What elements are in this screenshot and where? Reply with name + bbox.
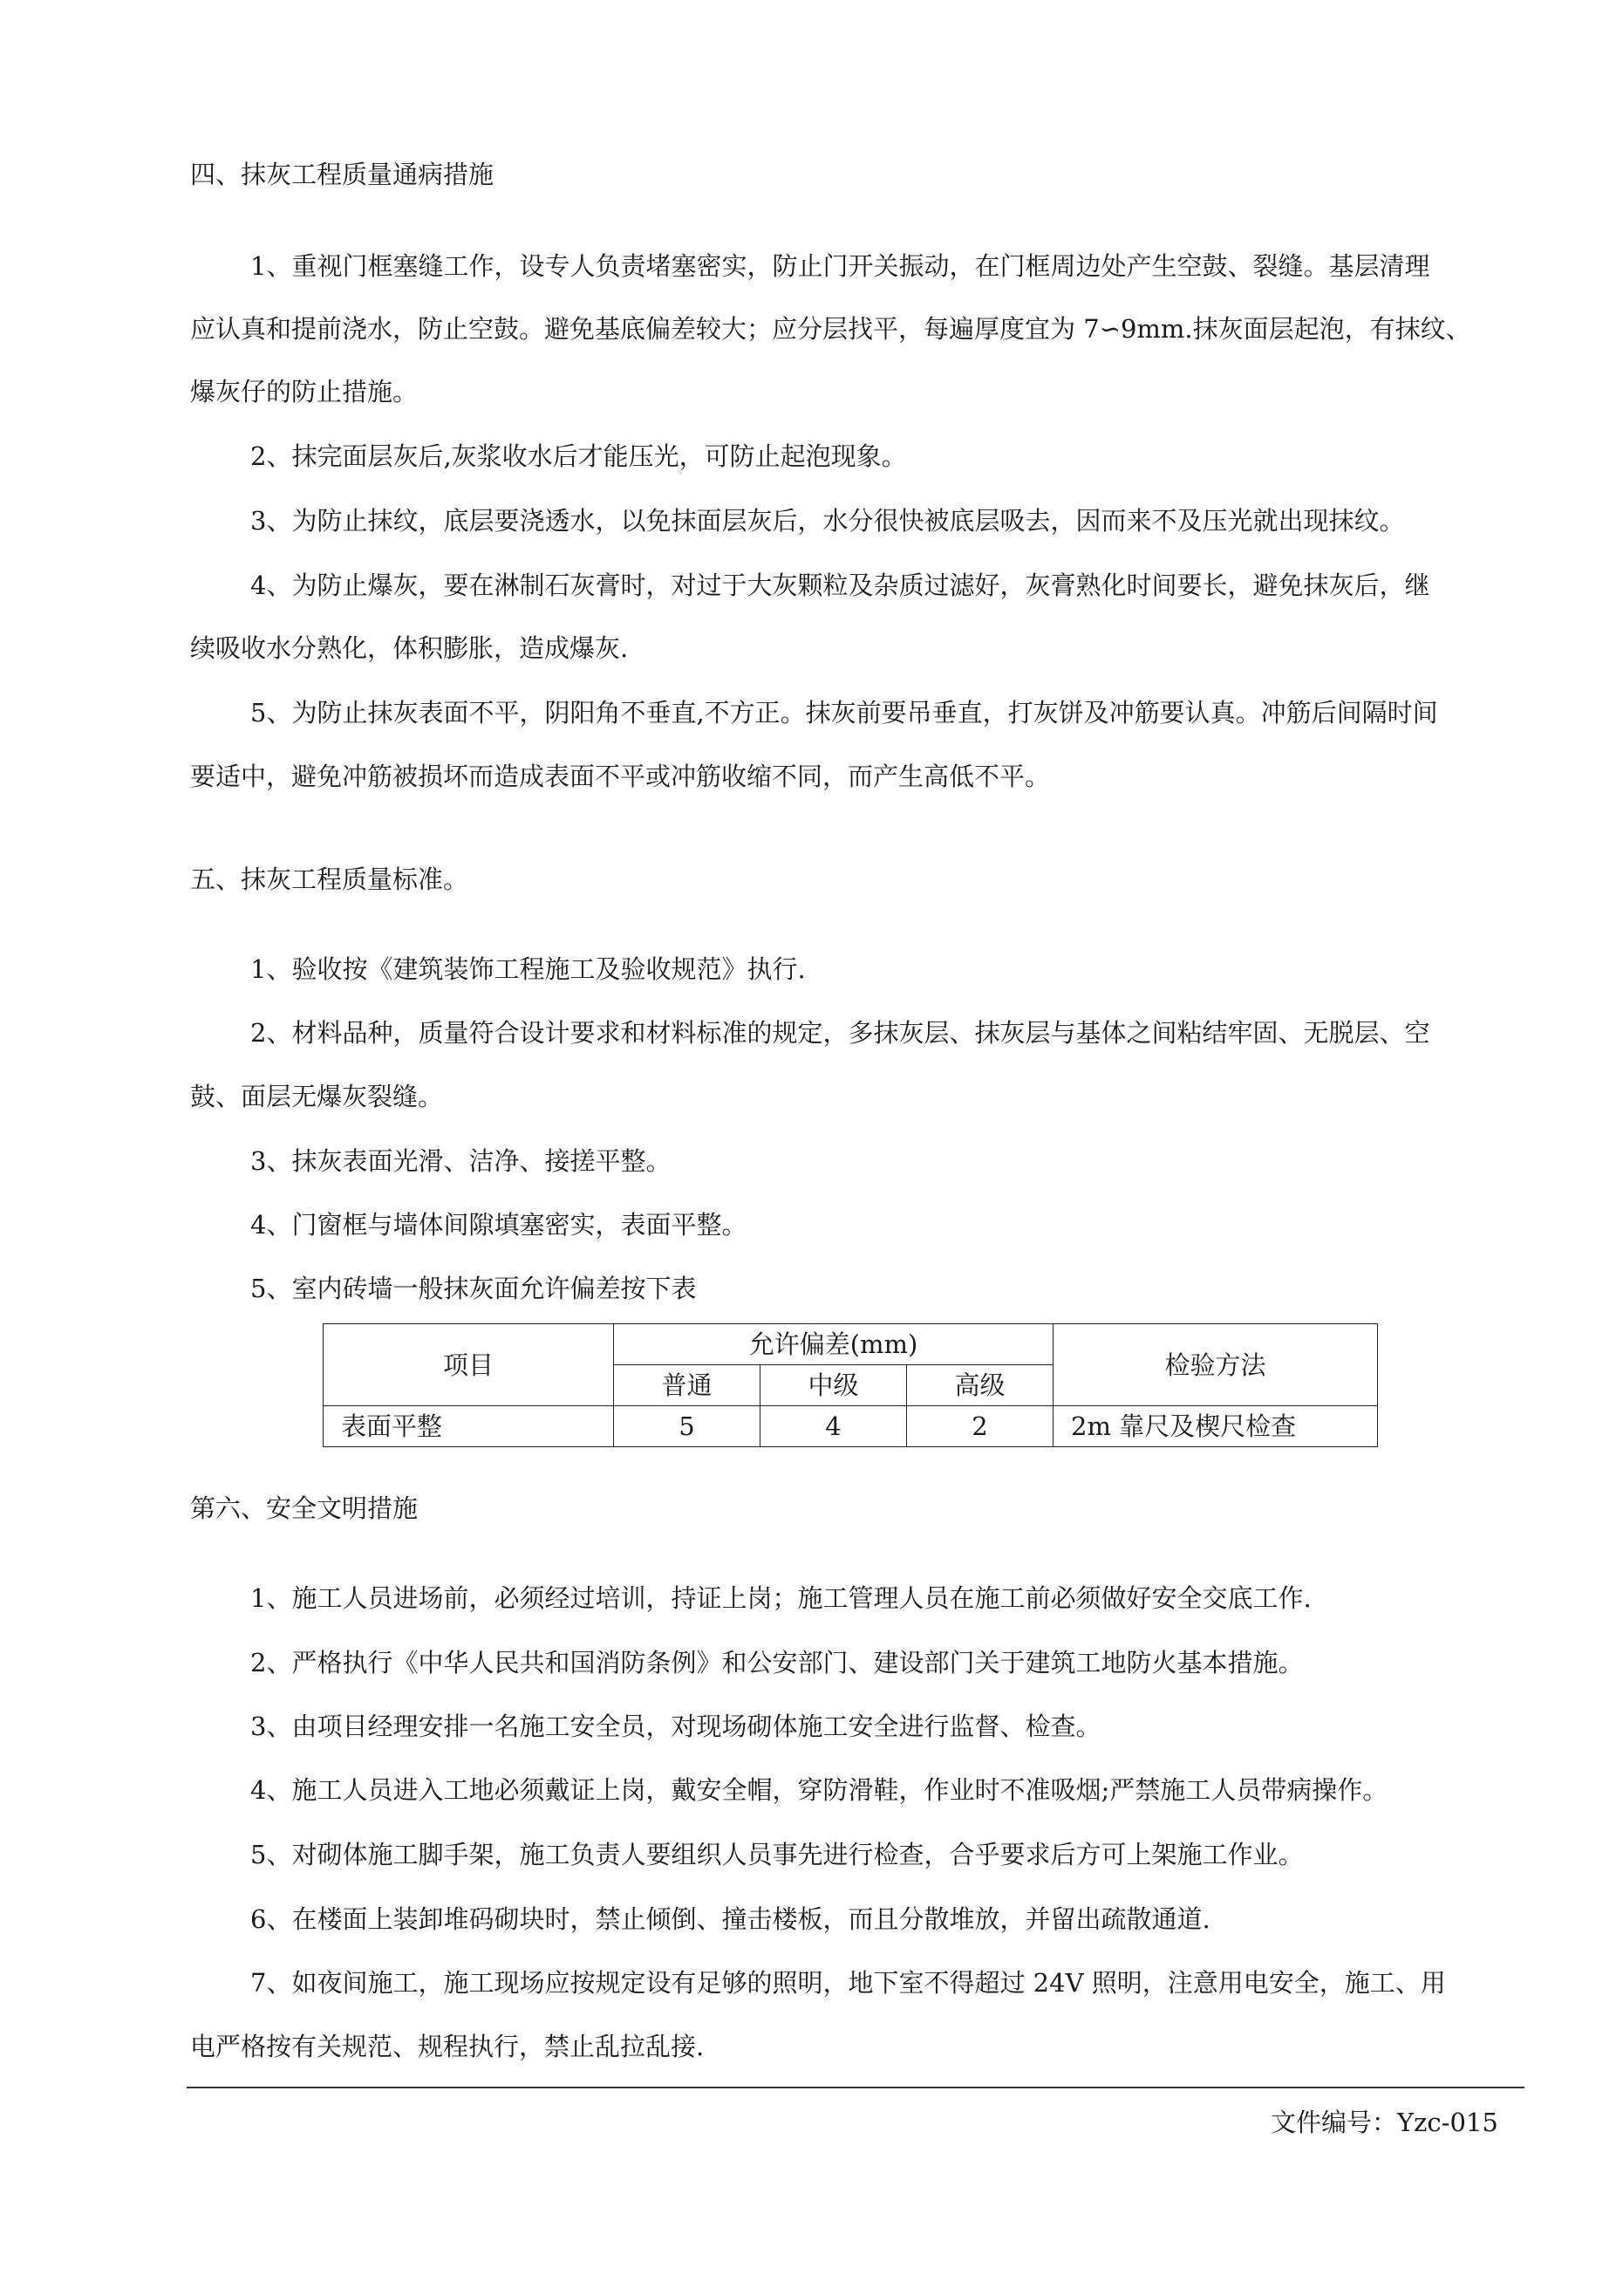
s6-item-6: 6、在楼面上装卸堆码砌块时，禁止倾倒、撞击楼板，而且分散堆放，并留出疏散通道. bbox=[250, 1904, 1210, 1934]
s6-item-4: 4、施工人员进入工地必须戴证上岗，戴安全帽，穿防滑鞋，作业时不准吸烟;严禁施工人员带病操作。 bbox=[250, 1775, 1388, 1805]
s4-item-4-line-1: 4、为防止爆灰，要在淋制石灰膏时，对过于大灰颗粒及杂质过滤好，灰膏熟化时间要长，避免抹灰后，继 bbox=[250, 571, 1430, 600]
s5-item-5: 5、室内砖墙一般抹灰面允许偏差按下表 bbox=[250, 1274, 697, 1303]
s4-item-1-line-1: 1、重视门框塞缝工作，设专人负责堵塞密实，防止门开关振动，在门框周边处产生空鼓、裂缝。基层清理 bbox=[250, 251, 1430, 281]
s6-item-7-line-1: 7、如夜间施工，施工现场应按规定设有足够的照明，地下室不得超过 24V 照明，注意用电安全，施工、用 bbox=[250, 1968, 1446, 1998]
s4-item-4-line-2: 续吸收水分熟化，体积膨胀，造成爆灰. bbox=[190, 633, 629, 663]
file-number: 文件编号：Yzc-015 bbox=[1271, 2108, 1498, 2137]
s4-item-5-line-2: 要适中，避免冲筋被损坏而造成表面不平或冲筋收缩不同，而产生高低不平。 bbox=[190, 762, 1051, 791]
cell-item: 表面平整 bbox=[324, 1406, 614, 1447]
header-item: 项目 bbox=[324, 1324, 614, 1406]
s5-item-2-line-1: 2、材料品种，质量符合设计要求和材料标准的规定，多抹灰层、抹灰层与基体之间粘结牢固、无脱层、空 bbox=[250, 1018, 1430, 1048]
s5-item-1: 1、验收按《建筑装饰工程施工及验收规范》执行. bbox=[250, 954, 806, 984]
footer-divider bbox=[187, 2087, 1524, 2088]
s6-item-1: 1、施工人员进场前，必须经过培训，持证上岗；施工管理人员在施工前必须做好安全交底工作. bbox=[250, 1583, 1312, 1613]
s4-item-1-line-2: 应认真和提前浇水，防止空鼓。避免基底偏差较大；应分层找平，每遍厚度宜为 7∽9mm.抹灰面层起泡，有抹纹、 bbox=[190, 314, 1471, 344]
header-high: 高级 bbox=[907, 1365, 1054, 1406]
s5-item-2-line-2: 鼓、面层无爆灰裂缝。 bbox=[190, 1082, 444, 1111]
cell-medium: 4 bbox=[760, 1406, 907, 1447]
deviation-table bbox=[323, 1323, 1378, 1447]
section-4-heading: 四、抹灰工程质量通病措施 bbox=[190, 160, 494, 189]
header-deviation: 允许偏差(mm) bbox=[614, 1324, 1054, 1365]
s6-item-2: 2、严格执行《中华人民共和国消防条例》和公安部门、建设部门关于建筑工地防火基本措施。 bbox=[250, 1648, 1304, 1678]
s6-item-3: 3、由项目经理安排一名施工安全员，对现场砌体施工安全进行监督、检查。 bbox=[250, 1712, 1101, 1741]
cell-method: 2m 靠尺及楔尺检查 bbox=[1054, 1406, 1378, 1447]
s6-item-7-line-2: 电严格按有关规范、规程执行，禁止乱拉乱接. bbox=[190, 2032, 705, 2061]
header-normal: 普通 bbox=[614, 1365, 760, 1406]
header-method: 检验方法 bbox=[1054, 1324, 1378, 1406]
header-medium: 中级 bbox=[760, 1365, 907, 1406]
section-6-heading: 第六、安全文明措施 bbox=[190, 1493, 419, 1523]
s4-item-5-line-1: 5、为防止抹灰表面不平，阴阳角不垂直,不方正。抹灰前要吊垂直，打灰饼及冲筋要认真。冲筋后间隔时间 bbox=[250, 698, 1438, 728]
cell-normal: 5 bbox=[614, 1406, 760, 1447]
s5-item-3: 3、抹灰表面光滑、洁净、接搓平整。 bbox=[250, 1146, 672, 1176]
cell-high: 2 bbox=[907, 1406, 1054, 1447]
table-row bbox=[324, 1406, 1378, 1447]
s4-item-3: 3、为防止抹纹，底层要浇透水，以免抹面层灰后，水分很快被底层吸去，因而来不及压光就出现抹纹。 bbox=[250, 506, 1405, 536]
section-5-heading: 五、抹灰工程质量标准。 bbox=[190, 864, 469, 894]
s4-item-1-line-3: 爆灰仔的防止措施。 bbox=[190, 377, 419, 407]
s4-item-2: 2、抹完面层灰后,灰浆收水后才能压光，可防止起泡现象。 bbox=[250, 441, 907, 471]
s6-item-5: 5、对砌体施工脚手架，施工负责人要组织人员事先进行检查，合乎要求后方可上架施工作业。 bbox=[250, 1840, 1304, 1869]
s5-item-4: 4、门窗框与墙体间隙填塞密实，表面平整。 bbox=[250, 1210, 747, 1240]
